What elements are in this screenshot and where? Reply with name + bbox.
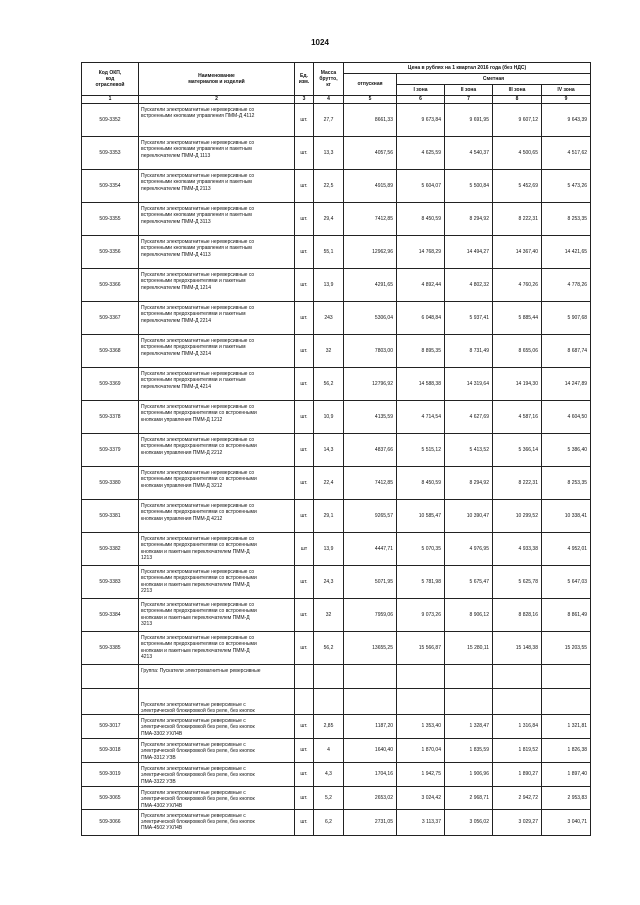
code-cell: 509-3066: [82, 809, 139, 835]
name-cell: Пускатели электромагнитные нереверсивные со встроенными кнопками управления и пакетным переключателем ПММ-Д 2113: [139, 170, 295, 203]
table-body-nonreversing: [82, 104, 591, 665]
column-number: 2: [139, 96, 295, 104]
code-cell: 509-3019: [82, 763, 139, 787]
zone4-price-cell: 4 517,62: [542, 137, 591, 170]
name-cell: Пускатели электромагнитные реверсивные с электрической блокировкой без реле, без кнопок ПМА-4502 УХЛ4В: [139, 809, 295, 835]
zone2-price-cell: 15 280,11: [445, 632, 493, 665]
name-cell: Пускатели электромагнитные реверсивные с электрической блокировкой без реле, без кнопок ПМА-3312 УЗВ: [139, 739, 295, 763]
zone1-price-cell: 3 024,42: [397, 787, 445, 810]
table-row: [82, 335, 591, 368]
unit-cell: шт.: [295, 137, 314, 170]
name-cell: Пускатели электромагнитные нереверсивные со встроенными предохранителями со встроенными кнопками управления ПММ-Д 3212: [139, 467, 295, 500]
code-cell: 509-3354: [82, 170, 139, 203]
code-cell: 509-3380: [82, 467, 139, 500]
zone3-price-cell: 8 655,06: [493, 335, 542, 368]
table-row: [82, 739, 591, 763]
release-price-cell: 1187,20: [344, 715, 397, 739]
name-cell: Пускатели электромагнитные нереверсивные со встроенными предохранителями и пакетным переключателем ПММ-Д 2214: [139, 302, 295, 335]
table-row: [82, 401, 591, 434]
unit-cell: шт.: [295, 763, 314, 787]
code-cell: 509-3356: [82, 236, 139, 269]
table-row: [82, 302, 591, 335]
release-price-cell: 12962,96: [344, 236, 397, 269]
release-price-cell: 8661,33: [344, 104, 397, 137]
table-row: [82, 809, 591, 835]
zone1-price-cell: 5 781,98: [397, 566, 445, 599]
mass-cell: 6,2: [314, 809, 344, 835]
name-cell: Пускатели электромагнитные нереверсивные со встроенными предохранителями со встроенными кнопками и пакетным переключателем ПММ-Д 1213: [139, 533, 295, 566]
code-cell: 509-3368: [82, 335, 139, 368]
zone1-price-cell: 4 625,59: [397, 137, 445, 170]
name-cell: Пускатели электромагнитные нереверсивные со встроенными предохранителями со встроенными кнопками и пакетным переключателем ПММ-Д 3213: [139, 599, 295, 632]
zone4-price-cell: 4 778,26: [542, 269, 591, 302]
zone2-price-cell: 4 976,95: [445, 533, 493, 566]
release-price-cell: 12796,92: [344, 368, 397, 401]
zone1-price-cell: 10 585,47: [397, 500, 445, 533]
group-row: [82, 665, 591, 689]
zone3-price-cell: 5 625,78: [493, 566, 542, 599]
name-cell: Пускатели электромагнитные реверсивные с электрической блокировкой без реле, без кнопок ПМА-3302 УХЛ4В: [139, 715, 295, 739]
zone2-price-cell: 10 390,47: [445, 500, 493, 533]
column-number: 7: [445, 96, 493, 104]
name-cell: Пускатели электромагнитные нереверсивные со встроенными кнопками управления ПММ-Д 4112: [139, 104, 295, 137]
zone4-price-cell: 1 897,40: [542, 763, 591, 787]
code-cell: 509-3355: [82, 203, 139, 236]
empty-cell: [314, 665, 344, 689]
empty-cell: [397, 689, 445, 715]
mass-cell: 4,3: [314, 763, 344, 787]
zone3-price-cell: 4 760,26: [493, 269, 542, 302]
table-row: [82, 533, 591, 566]
mass-cell: 14,3: [314, 434, 344, 467]
table-row: [82, 599, 591, 632]
mass-cell: 22,5: [314, 170, 344, 203]
zone2-price-cell: 5 413,52: [445, 434, 493, 467]
empty-cell: [542, 689, 591, 715]
zone2-price-cell: 4 627,69: [445, 401, 493, 434]
name-cell: Пускатели электромагнитные нереверсивные со встроенными кнопками управления и пакетным переключателем ПММ-Д 4113: [139, 236, 295, 269]
mass-cell: 32: [314, 335, 344, 368]
column-number: 6: [397, 96, 445, 104]
code-cell: 509-3384: [82, 599, 139, 632]
release-price-cell: 4837,66: [344, 434, 397, 467]
mass-cell: 22,4: [314, 467, 344, 500]
zone2-price-cell: 9 691,95: [445, 104, 493, 137]
zone1-price-cell: 5 070,35: [397, 533, 445, 566]
table-group-section: [82, 665, 591, 715]
unit-cell: шт.: [295, 632, 314, 665]
zone1-price-cell: 8 895,35: [397, 335, 445, 368]
table-row: [82, 566, 591, 599]
zone1-price-cell: 1 353,40: [397, 715, 445, 739]
name-cell: Пускатели электромагнитные нереверсивные со встроенными кнопками управления и пакетным переключателем ПММ-Д 3113: [139, 203, 295, 236]
col-header-code: Код ОКП, код отраслевой: [82, 63, 139, 96]
zone3-price-cell: 14 194,30: [493, 368, 542, 401]
col-header-name: Наименование материалов и изделий: [139, 63, 295, 96]
mass-cell: 2,85: [314, 715, 344, 739]
mass-cell: 10,9: [314, 401, 344, 434]
table-row: [82, 203, 591, 236]
col-header-estimate: Сметная: [397, 74, 591, 85]
mass-cell: 13,9: [314, 533, 344, 566]
unit-cell: шт.: [295, 302, 314, 335]
release-price-cell: 13655,25: [344, 632, 397, 665]
column-number: 4: [314, 96, 344, 104]
zone4-price-cell: 5 473,26: [542, 170, 591, 203]
price-table: [81, 62, 591, 836]
code-cell: 509-3378: [82, 401, 139, 434]
zone2-price-cell: 14 494,27: [445, 236, 493, 269]
zone4-price-cell: 5 907,68: [542, 302, 591, 335]
release-price-cell: 7803,00: [344, 335, 397, 368]
zone1-price-cell: 8 450,59: [397, 467, 445, 500]
empty-cell: [445, 689, 493, 715]
release-price-cell: 2653,02: [344, 787, 397, 810]
name-cell: Пускатели электромагнитные нереверсивные со встроенными предохранителями со встроенными кнопками и пакетным переключателем ПММ-Д 2213: [139, 566, 295, 599]
zone4-price-cell: 15 203,55: [542, 632, 591, 665]
zone4-price-cell: 4 604,50: [542, 401, 591, 434]
zone1-price-cell: 5 515,12: [397, 434, 445, 467]
col-header-release: отпускная: [344, 74, 397, 96]
zone4-price-cell: 8 687,74: [542, 335, 591, 368]
col-header-mass: Масса брутто, кг: [314, 63, 344, 96]
zone1-price-cell: 3 113,37: [397, 809, 445, 835]
table-body-reversing: [82, 715, 591, 836]
release-price-cell: 5071,95: [344, 566, 397, 599]
release-price-cell: 1704,16: [344, 763, 397, 787]
col-header-zone3: III зона: [493, 85, 542, 96]
release-price-cell: 1640,40: [344, 739, 397, 763]
unit-cell: шт.: [295, 599, 314, 632]
unit-cell: шт.: [295, 467, 314, 500]
mass-cell: 13,9: [314, 269, 344, 302]
release-price-cell: 7412,85: [344, 467, 397, 500]
empty-cell: [493, 689, 542, 715]
release-price-cell: 7959,06: [344, 599, 397, 632]
zone3-price-cell: 1 316,84: [493, 715, 542, 739]
zone2-price-cell: 2 968,71: [445, 787, 493, 810]
table-row: [82, 104, 591, 137]
empty-cell: [493, 665, 542, 689]
zone3-price-cell: 14 367,40: [493, 236, 542, 269]
zone2-price-cell: 8 294,92: [445, 203, 493, 236]
zone4-price-cell: 4 952,01: [542, 533, 591, 566]
table-row: [82, 434, 591, 467]
empty-cell: [295, 665, 314, 689]
table-row: [82, 236, 591, 269]
column-number: 1: [82, 96, 139, 104]
unit-cell: шт.: [295, 104, 314, 137]
name-cell: Пускатели электромагнитные нереверсивные со встроенными кнопками управления и пакетным переключателем ПММ-Д 1113: [139, 137, 295, 170]
zone2-price-cell: 3 056,02: [445, 809, 493, 835]
zone2-price-cell: 5 500,84: [445, 170, 493, 203]
release-price-cell: 9265,57: [344, 500, 397, 533]
zone1-price-cell: 9 673,84: [397, 104, 445, 137]
zone3-price-cell: 10 299,52: [493, 500, 542, 533]
mass-cell: 243: [314, 302, 344, 335]
mass-cell: 27,7: [314, 104, 344, 137]
zone3-price-cell: 2 942,72: [493, 787, 542, 810]
code-cell: 509-3366: [82, 269, 139, 302]
empty-cell: [542, 665, 591, 689]
unit-cell: шт.: [295, 715, 314, 739]
name-cell: Пускатели электромагнитные нереверсивные со встроенными предохранителями со встроенными кнопками управления ПММ-Д 1212: [139, 401, 295, 434]
column-number-row: [82, 96, 591, 104]
page-number: 1024: [311, 38, 329, 47]
release-price-cell: 4057,56: [344, 137, 397, 170]
code-cell: 509-3385: [82, 632, 139, 665]
unit-cell: шт.: [295, 500, 314, 533]
name-cell: Пускатели электромагнитные нереверсивные со встроенными предохранителями со встроенными кнопками управления ПММ-Д 4212: [139, 500, 295, 533]
table-row: [82, 787, 591, 810]
code-cell: 509-3018: [82, 739, 139, 763]
table-row: [82, 269, 591, 302]
zone2-price-cell: 4 540,37: [445, 137, 493, 170]
zone2-price-cell: 8 294,92: [445, 467, 493, 500]
zone3-price-cell: 8 828,16: [493, 599, 542, 632]
mass-cell: 32: [314, 599, 344, 632]
zone3-price-cell: 5 452,69: [493, 170, 542, 203]
empty-cell: [344, 665, 397, 689]
zone3-price-cell: 3 029,27: [493, 809, 542, 835]
mass-cell: 55,1: [314, 236, 344, 269]
unit-cell: шт.: [295, 739, 314, 763]
table-row: [82, 632, 591, 665]
zone2-price-cell: 1 835,59: [445, 739, 493, 763]
mass-cell: 13,3: [314, 137, 344, 170]
name-cell: Пускатели электромагнитные нереверсивные со встроенными предохранителями и пакетным переключателем ПММ-Д 3214: [139, 335, 295, 368]
empty-cell: [397, 665, 445, 689]
zone1-price-cell: 1 870,04: [397, 739, 445, 763]
code-cell: 509-3353: [82, 137, 139, 170]
zone1-price-cell: 4 714,54: [397, 401, 445, 434]
group-label: Группа: Пускатели электромагнитные реверсивные: [139, 665, 295, 689]
zone1-price-cell: 5 604,07: [397, 170, 445, 203]
zone3-price-cell: 1 890,27: [493, 763, 542, 787]
zone1-price-cell: 15 566,87: [397, 632, 445, 665]
name-cell: Пускатели электромагнитные нереверсивные со встроенными предохранителями со встроенными кнопками и пакетным переключателем ПММ-Д 4213: [139, 632, 295, 665]
zone4-price-cell: 3 040,71: [542, 809, 591, 835]
empty-cell: [445, 665, 493, 689]
zone3-price-cell: 4 933,38: [493, 533, 542, 566]
column-number: 3: [295, 96, 314, 104]
zone3-price-cell: 15 148,38: [493, 632, 542, 665]
code-cell: 509-3383: [82, 566, 139, 599]
code-cell: 509-3065: [82, 787, 139, 810]
col-header-zone2: II зона: [445, 85, 493, 96]
table-row: [82, 170, 591, 203]
zone4-price-cell: 8 253,35: [542, 467, 591, 500]
zone3-price-cell: 5 885,44: [493, 302, 542, 335]
zone3-price-cell: 4 500,65: [493, 137, 542, 170]
subgroup-label: Пускатели электромагнитные реверсивные с электрической блокировкой без реле, без кнопок: [139, 689, 295, 715]
zone2-price-cell: 8 731,49: [445, 335, 493, 368]
zone4-price-cell: 8 253,35: [542, 203, 591, 236]
table-row: [82, 368, 591, 401]
column-number: 5: [344, 96, 397, 104]
code-cell: 509-3379: [82, 434, 139, 467]
unit-cell: шт.: [295, 203, 314, 236]
release-price-cell: 5306,04: [344, 302, 397, 335]
zone4-price-cell: 5 647,03: [542, 566, 591, 599]
code-cell: 509-3382: [82, 533, 139, 566]
zone3-price-cell: 4 587,16: [493, 401, 542, 434]
zone2-price-cell: 5 937,41: [445, 302, 493, 335]
zone3-price-cell: 8 222,31: [493, 467, 542, 500]
mass-cell: 29,4: [314, 203, 344, 236]
col-header-price-group: Цена в рублях на 1 квартал 2016 года (без НДС): [344, 63, 591, 74]
zone1-price-cell: 1 942,75: [397, 763, 445, 787]
zone3-price-cell: 8 222,31: [493, 203, 542, 236]
zone1-price-cell: 14 588,38: [397, 368, 445, 401]
empty-cell: [314, 689, 344, 715]
release-price-cell: 4135,59: [344, 401, 397, 434]
zone3-price-cell: 5 366,14: [493, 434, 542, 467]
unit-cell: шт.: [295, 269, 314, 302]
release-price-cell: 7412,85: [344, 203, 397, 236]
zone2-price-cell: 1 328,47: [445, 715, 493, 739]
release-price-cell: 4291,65: [344, 269, 397, 302]
col-header-zone1: I зона: [397, 85, 445, 96]
zone4-price-cell: 1 321,81: [542, 715, 591, 739]
zone4-price-cell: 14 421,65: [542, 236, 591, 269]
zone3-price-cell: 9 607,12: [493, 104, 542, 137]
empty-cell: [344, 689, 397, 715]
code-cell: 509-3367: [82, 302, 139, 335]
col-header-zone4: IV зона: [542, 85, 591, 96]
table-row: [82, 763, 591, 787]
name-cell: Пускатели электромагнитные нереверсивные со встроенными предохранителями и пакетным переключателем ПММ-Д 1214: [139, 269, 295, 302]
unit-cell: шт.: [295, 434, 314, 467]
column-number: 9: [542, 96, 591, 104]
subgroup-code-cell: [82, 689, 139, 715]
table-row: [82, 715, 591, 739]
zone1-price-cell: 6 048,84: [397, 302, 445, 335]
zone3-price-cell: 1 819,52: [493, 739, 542, 763]
table-row: [82, 500, 591, 533]
zone4-price-cell: 9 643,39: [542, 104, 591, 137]
mass-cell: 5,2: [314, 787, 344, 810]
unit-cell: шт.: [295, 170, 314, 203]
empty-cell: [295, 689, 314, 715]
code-cell: 509-3381: [82, 500, 139, 533]
name-cell: Пускатели электромагнитные нереверсивные со встроенными предохранителями и пакетным переключателем ПММ-Д 4214: [139, 368, 295, 401]
zone4-price-cell: 8 861,49: [542, 599, 591, 632]
zone4-price-cell: 14 247,89: [542, 368, 591, 401]
name-cell: Пускатели электромагнитные нереверсивные со встроенными предохранителями со встроенными кнопками управления ПММ-Д 2212: [139, 434, 295, 467]
unit-cell: шт.: [295, 566, 314, 599]
code-cell: 509-3352: [82, 104, 139, 137]
release-price-cell: 4915,89: [344, 170, 397, 203]
release-price-cell: 4447,71: [344, 533, 397, 566]
code-cell: 509-3017: [82, 715, 139, 739]
unit-cell: шт.: [295, 809, 314, 835]
unit-cell: шт.: [295, 787, 314, 810]
unit-cell: шт.: [295, 368, 314, 401]
column-number: 8: [493, 96, 542, 104]
subgroup-row: [82, 689, 591, 715]
name-cell: Пускатели электромагнитные реверсивные с электрической блокировкой без реле, без кнопок ПМА-4302 УХЛ4В: [139, 787, 295, 810]
zone2-price-cell: 14 319,64: [445, 368, 493, 401]
table-header: [82, 63, 591, 104]
table-row: [82, 137, 591, 170]
zone2-price-cell: 1 906,96: [445, 763, 493, 787]
zone4-price-cell: 5 386,40: [542, 434, 591, 467]
mass-cell: 4: [314, 739, 344, 763]
zone1-price-cell: 4 892,44: [397, 269, 445, 302]
table-row: [82, 467, 591, 500]
name-cell: Пускатели электромагнитные реверсивные с электрической блокировкой без реле, без кнопок ПМА-3322 УЗВ: [139, 763, 295, 787]
zone4-price-cell: 2 953,83: [542, 787, 591, 810]
zone2-price-cell: 5 675,47: [445, 566, 493, 599]
zone4-price-cell: 1 826,38: [542, 739, 591, 763]
zone4-price-cell: 10 338,41: [542, 500, 591, 533]
unit-cell: шт.: [295, 335, 314, 368]
group-code-cell: [82, 665, 139, 689]
zone1-price-cell: 14 768,29: [397, 236, 445, 269]
unit-cell: шт.: [295, 236, 314, 269]
mass-cell: 56,2: [314, 368, 344, 401]
zone1-price-cell: 9 073,26: [397, 599, 445, 632]
mass-cell: 56,2: [314, 632, 344, 665]
zone2-price-cell: 4 802,32: [445, 269, 493, 302]
unit-cell: шт: [295, 533, 314, 566]
mass-cell: 24,3: [314, 566, 344, 599]
release-price-cell: 2731,05: [344, 809, 397, 835]
zone2-price-cell: 8 906,12: [445, 599, 493, 632]
unit-cell: шт.: [295, 401, 314, 434]
col-header-unit: Ед. изм.: [295, 63, 314, 96]
code-cell: 509-3369: [82, 368, 139, 401]
zone1-price-cell: 8 450,59: [397, 203, 445, 236]
mass-cell: 29,1: [314, 500, 344, 533]
